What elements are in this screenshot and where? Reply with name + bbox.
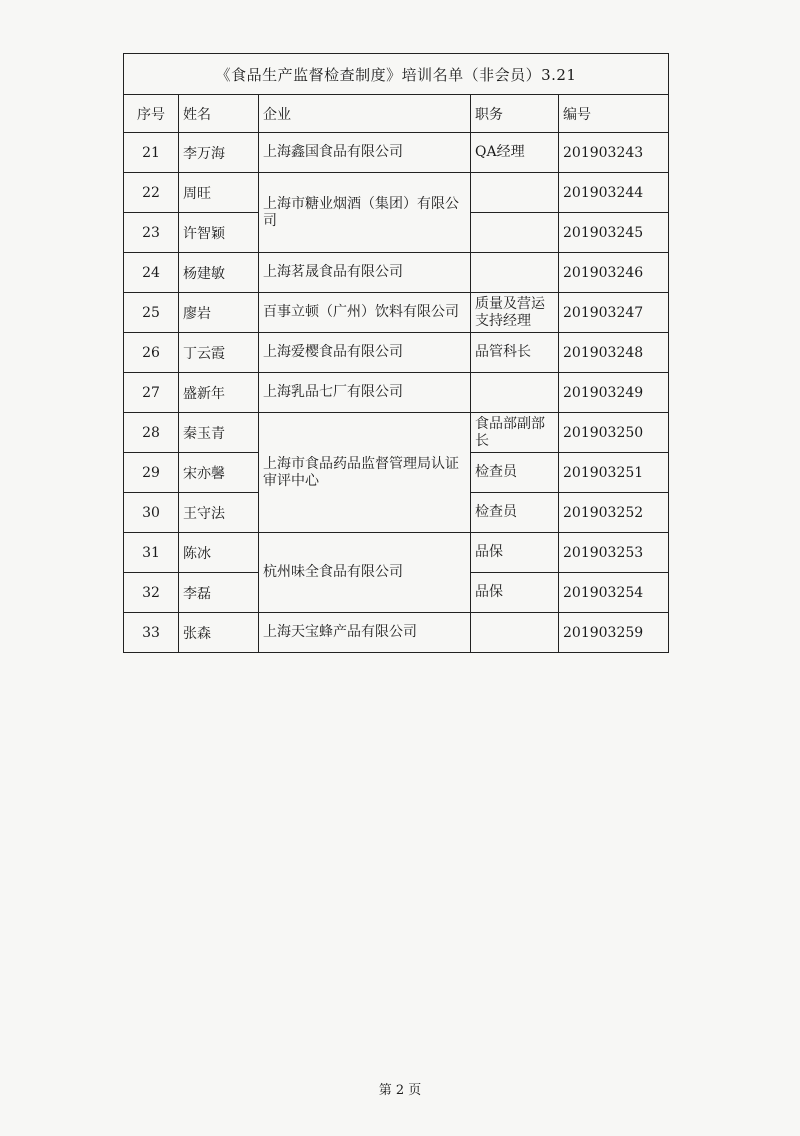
table-row [124,173,669,213]
cell-code: 201903253 [559,533,669,573]
table-row [124,333,669,373]
cell-seq: 27 [124,373,179,413]
table-row [124,373,669,413]
header-name: 姓名 [179,95,259,133]
cell-position [471,373,559,413]
cell-position [471,613,559,653]
cell-seq: 22 [124,173,179,213]
cell-position: 食品部副部长 [471,413,559,453]
table-row [124,613,669,653]
cell-seq: 21 [124,133,179,173]
cell-company: 上海乳品七厂有限公司 [259,373,471,413]
cell-position: QA经理 [471,133,559,173]
cell-company: 上海茗晟食品有限公司 [259,253,471,293]
cell-company: 上海爱樱食品有限公司 [259,333,471,373]
cell-code: 201903247 [559,293,669,333]
cell-name: 李磊 [179,573,259,613]
table-title: 《食品生产监督检查制度》培训名单（非会员）3.21 [124,54,669,95]
header-position: 职务 [471,95,559,133]
cell-name: 廖岩 [179,293,259,333]
cell-name: 丁云霞 [179,333,259,373]
cell-code: 201903249 [559,373,669,413]
table-row [124,533,669,573]
cell-company: 杭州味全食品有限公司 [259,533,471,613]
cell-position [471,173,559,213]
cell-seq: 30 [124,493,179,533]
cell-code: 201903246 [559,253,669,293]
cell-name: 王守法 [179,493,259,533]
header-row [124,95,669,133]
cell-position: 检查员 [471,493,559,533]
cell-company: 上海鑫国食品有限公司 [259,133,471,173]
cell-position: 品保 [471,573,559,613]
table-row [124,413,669,453]
cell-seq: 24 [124,253,179,293]
cell-position: 品保 [471,533,559,573]
cell-position: 质量及营运支持经理 [471,293,559,333]
header-seq: 序号 [124,95,179,133]
cell-code: 201903251 [559,453,669,493]
cell-name: 李万海 [179,133,259,173]
cell-seq: 31 [124,533,179,573]
cell-name: 许智颖 [179,213,259,253]
cell-seq: 26 [124,333,179,373]
cell-code: 201903244 [559,173,669,213]
cell-code: 201903248 [559,333,669,373]
cell-position: 品管科长 [471,333,559,373]
roster-table [123,53,669,653]
cell-code: 201903252 [559,493,669,533]
cell-position [471,213,559,253]
cell-company: 上海市糖业烟酒（集团）有限公司 [259,173,471,253]
cell-seq: 23 [124,213,179,253]
page-number: 第 2 页 [378,1083,422,1098]
cell-name: 盛新年 [179,373,259,413]
cell-company: 上海市食品药品监督管理局认证审评中心 [259,413,471,533]
cell-name: 宋亦馨 [179,453,259,493]
cell-seq: 32 [124,573,179,613]
header-company: 企业 [259,95,471,133]
cell-seq: 28 [124,413,179,453]
cell-code: 201903250 [559,413,669,453]
cell-position: 检查员 [471,453,559,493]
cell-seq: 25 [124,293,179,333]
cell-code: 201903243 [559,133,669,173]
cell-company: 上海天宝蜂产品有限公司 [259,613,471,653]
cell-name: 陈冰 [179,533,259,573]
cell-code: 201903254 [559,573,669,613]
table-row [124,253,669,293]
header-code: 编号 [559,95,669,133]
cell-company: 百事立顿（广州）饮料有限公司 [259,293,471,333]
table-row [124,133,669,173]
cell-code: 201903245 [559,213,669,253]
cell-name: 周旺 [179,173,259,213]
cell-name: 杨建敏 [179,253,259,293]
cell-seq: 29 [124,453,179,493]
cell-position [471,253,559,293]
table-row [124,293,669,333]
cell-seq: 33 [124,613,179,653]
cell-name: 张森 [179,613,259,653]
cell-code: 201903259 [559,613,669,653]
cell-name: 秦玉青 [179,413,259,453]
